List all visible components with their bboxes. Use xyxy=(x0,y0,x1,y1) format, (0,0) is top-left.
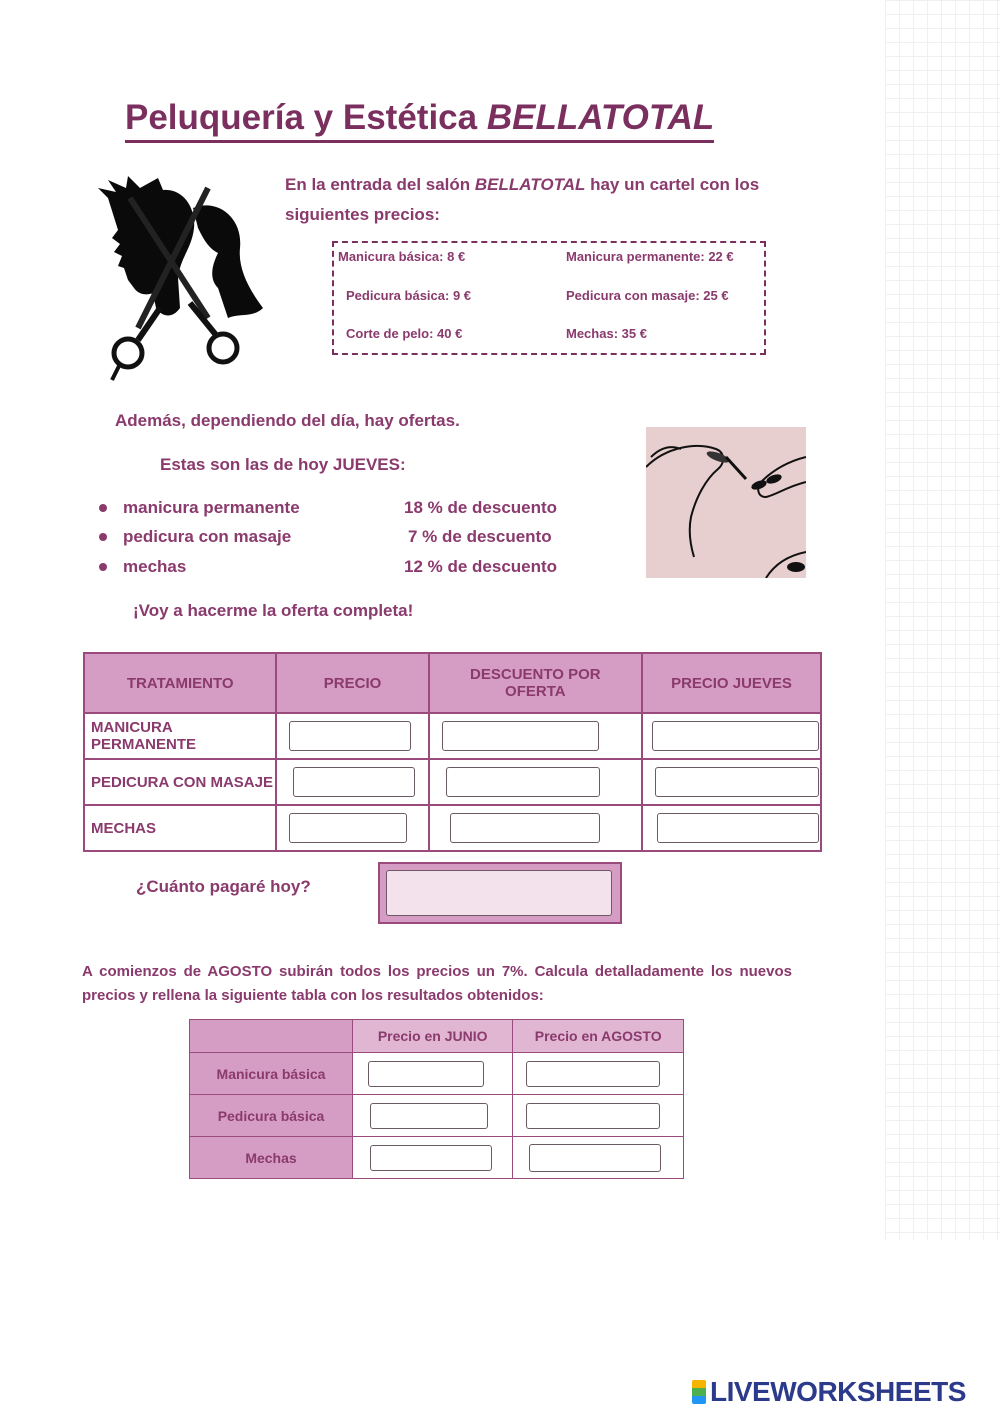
offers-intro: Además, dependiendo del día, hay ofertas. xyxy=(115,411,460,430)
liveworksheets-logo: LIVEWORKSHEETS xyxy=(692,1376,966,1408)
hair-salon-illustration xyxy=(68,168,268,388)
col-header: TRATAMIENTO xyxy=(84,653,276,713)
price-item: Manicura permanente: 22 € xyxy=(566,249,734,264)
liveworksheets-logo-icon xyxy=(692,1380,706,1404)
thursday-price-input[interactable] xyxy=(652,721,819,751)
row-label: Manicura básica xyxy=(190,1053,353,1095)
price-board xyxy=(332,241,766,355)
offer-name: mechas xyxy=(123,557,187,576)
table-row xyxy=(190,1095,684,1137)
col-header: PRECIO JUEVES xyxy=(642,653,821,713)
table-row xyxy=(190,1137,684,1179)
bullet xyxy=(99,504,107,512)
offer-name: pedicura con masaje xyxy=(123,527,292,546)
thursday-price-input[interactable] xyxy=(655,767,819,797)
bullet xyxy=(99,533,107,541)
price-item: Pedicura con masaje: 25 € xyxy=(566,288,729,303)
col-header: Precio en AGOSTO xyxy=(513,1020,684,1053)
table-row xyxy=(84,759,821,805)
price-item: Corte de pelo: 40 € xyxy=(346,326,463,341)
grid-background xyxy=(885,0,1000,1240)
price-item: Pedicura básica: 9 € xyxy=(346,288,472,303)
treatment-table xyxy=(83,652,822,852)
offer-name: manicura permanente xyxy=(123,498,300,517)
price-input[interactable] xyxy=(289,721,411,751)
thursday-price-input[interactable] xyxy=(657,813,819,843)
col-header: DESCUENTO POR OFERTA xyxy=(429,653,642,713)
page-title: Peluquería y Estética BELLATOTAL xyxy=(125,98,714,143)
price-increase-table xyxy=(189,1019,684,1179)
row-label: PEDICURA CON MASAJE xyxy=(84,759,276,805)
table-row xyxy=(84,713,821,759)
june-price-input[interactable] xyxy=(370,1145,492,1171)
price-input[interactable] xyxy=(293,767,415,797)
row-label: Pedicura básica xyxy=(190,1095,353,1137)
discount-input[interactable] xyxy=(442,721,599,751)
august-price-input[interactable] xyxy=(526,1061,660,1087)
june-price-input[interactable] xyxy=(368,1061,484,1087)
price-input[interactable] xyxy=(289,813,407,843)
corner-header xyxy=(190,1020,353,1053)
august-instructions: A comienzos de AGOSTO subirán todos los precios un 7%. Calcula detalladamente los nuevos precios y rellena la siguiente tabla con los resultados obtenidos: xyxy=(82,963,792,1004)
discount-input[interactable] xyxy=(446,767,600,797)
discount-input[interactable] xyxy=(450,813,600,843)
offer-discount: 18 % de descuento xyxy=(404,498,558,517)
bullet xyxy=(99,563,107,571)
exclamation: ¡Voy a hacerme la oferta completa! xyxy=(133,601,414,620)
price-item: Manicura básica: 8 € xyxy=(338,249,466,264)
manicure-illustration xyxy=(646,427,806,578)
offer-discount: 7 % de descuento xyxy=(408,527,552,546)
table-row xyxy=(190,1053,684,1095)
intro-text: En la entrada del salón BELLATOTAL hay un cartel con los siguientes precios: xyxy=(285,175,760,224)
august-price-input[interactable] xyxy=(526,1103,660,1129)
august-price-input[interactable] xyxy=(529,1144,661,1172)
row-label: MANICURA PERMANENTE xyxy=(84,713,276,759)
row-label: MECHAS xyxy=(84,805,276,851)
offer-discount: 12 % de descuento xyxy=(404,557,558,576)
price-item: Mechas: 35 € xyxy=(566,326,647,341)
june-price-input[interactable] xyxy=(370,1103,488,1129)
today-offers-heading: Estas son las de hoy JUEVES: xyxy=(160,455,406,474)
question-label: ¿Cuánto pagaré hoy? xyxy=(136,877,311,896)
total-answer-box xyxy=(378,862,622,924)
col-header: Precio en JUNIO xyxy=(353,1020,513,1053)
row-label: Mechas xyxy=(190,1137,353,1179)
col-header: PRECIO xyxy=(276,653,428,713)
total-input[interactable] xyxy=(386,870,612,916)
table-row xyxy=(84,805,821,851)
